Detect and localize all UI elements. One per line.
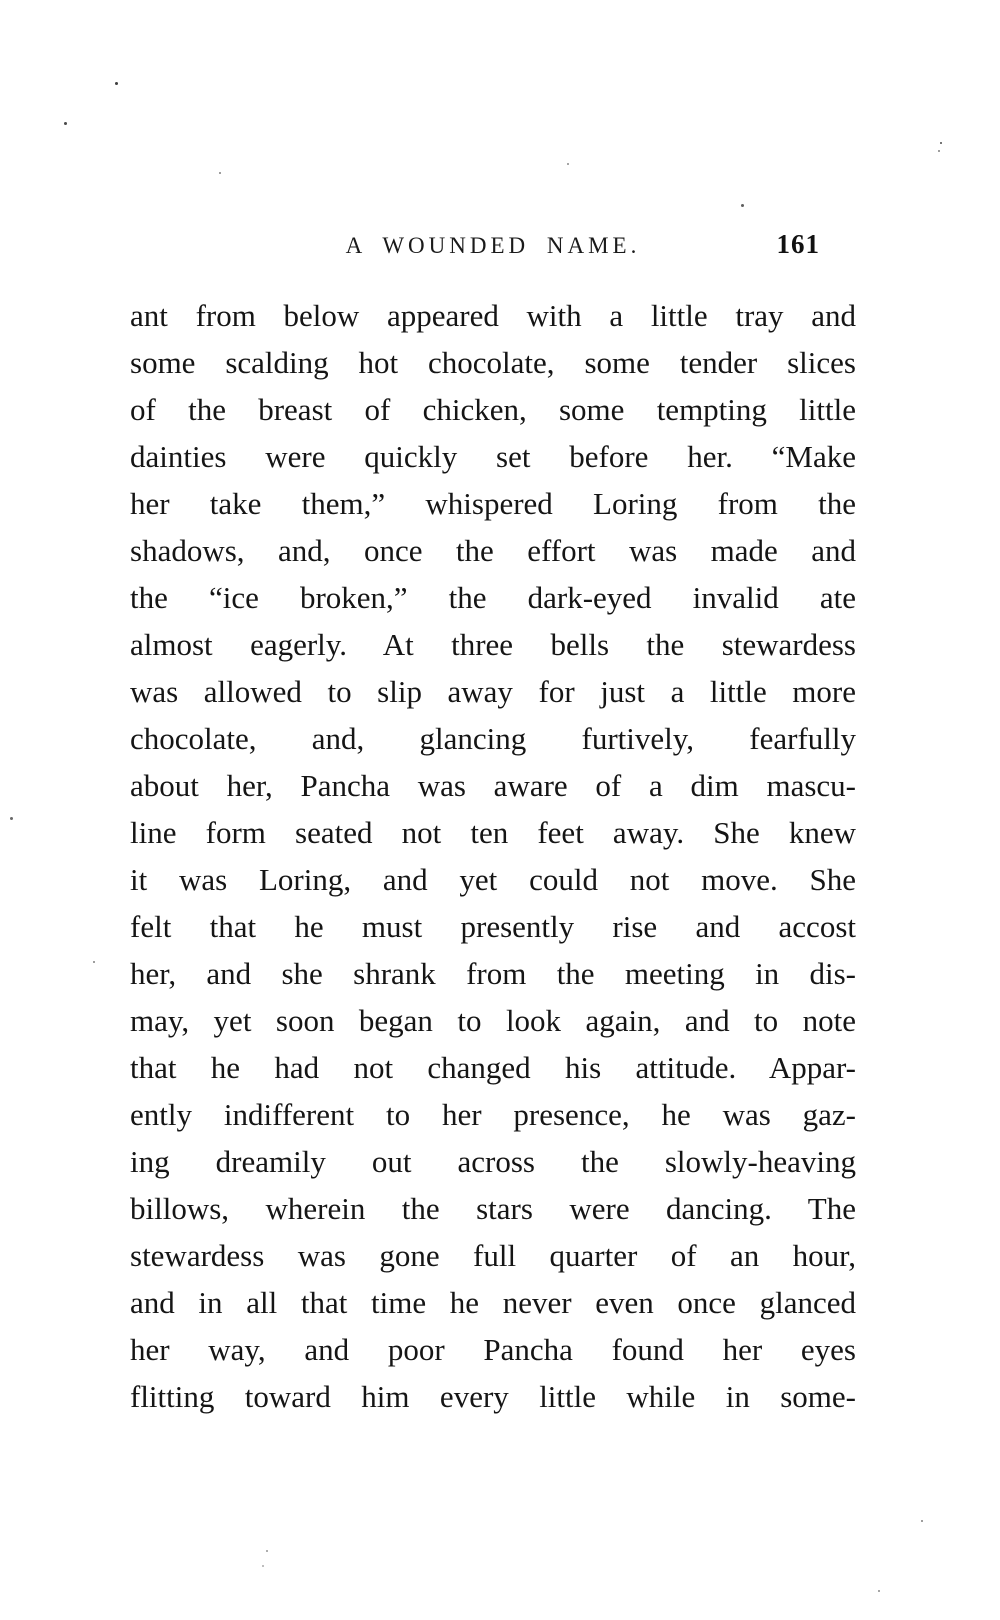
- text-line: almost eagerly. At three bells the stewardess: [130, 627, 856, 662]
- scan-speck: [266, 1550, 268, 1552]
- scan-speck: [940, 142, 942, 144]
- text-line: felt that he must presently rise and accost: [130, 909, 856, 944]
- text-line: line form seated not ten feet away. She knew: [130, 815, 856, 850]
- scan-speck: [567, 163, 569, 165]
- text-line: ing dreamily out across the slowly-heaving: [130, 1144, 856, 1179]
- scan-speck: [10, 817, 13, 820]
- text-line: and in all that time he never even once glanced: [130, 1285, 856, 1320]
- running-title: A WOUNDED NAME.: [345, 233, 641, 258]
- body-text: [130, 292, 856, 1420]
- scan-speck: [64, 122, 67, 125]
- text-line: may, yet soon began to look again, and to note: [130, 1003, 856, 1038]
- scan-speck: [878, 1590, 880, 1592]
- page-number: 161: [776, 229, 820, 259]
- scan-speck: [219, 172, 221, 174]
- page-header: [130, 229, 856, 267]
- text-line: her way, and poor Pancha found her eyes: [130, 1332, 856, 1367]
- text-line: stewardess was gone full quarter of an hour,: [130, 1238, 856, 1273]
- text-line: that he had not changed his attitude. Appar-: [130, 1050, 856, 1085]
- text-line: ently indifferent to her presence, he was gaz-: [130, 1097, 856, 1132]
- scan-speck: [262, 1565, 264, 1567]
- text-line: billows, wherein the stars were dancing. The: [130, 1191, 856, 1226]
- scan-speck: [93, 961, 95, 963]
- text-line: of the breast of chicken, some tempting little: [130, 392, 856, 427]
- text-line: it was Loring, and yet could not move. She: [130, 862, 856, 897]
- text-line: some scalding hot chocolate, some tender slices: [130, 345, 856, 380]
- text-line: ant from below appeared with a little tray and: [130, 298, 856, 333]
- text-line: shadows, and, once the effort was made and: [130, 533, 856, 568]
- scan-speck: [938, 150, 940, 152]
- scan-speck: [921, 1520, 923, 1522]
- text-line: flitting toward him every little while in some-: [130, 1379, 856, 1414]
- text-line: the “ice broken,” the dark-eyed invalid ate: [130, 580, 856, 615]
- text-line: dainties were quickly set before her. “Make: [130, 439, 856, 474]
- scan-speck: [115, 82, 118, 85]
- text-line: her, and she shrank from the meeting in dis-: [130, 956, 856, 991]
- text-line: about her, Pancha was aware of a dim mascu-: [130, 768, 856, 803]
- text-line: was allowed to slip away for just a little more: [130, 674, 856, 709]
- text-line: chocolate, and, glancing furtively, fearfully: [130, 721, 856, 756]
- text-line: her take them,” whispered Loring from the: [130, 486, 856, 521]
- scan-speck: [741, 204, 744, 207]
